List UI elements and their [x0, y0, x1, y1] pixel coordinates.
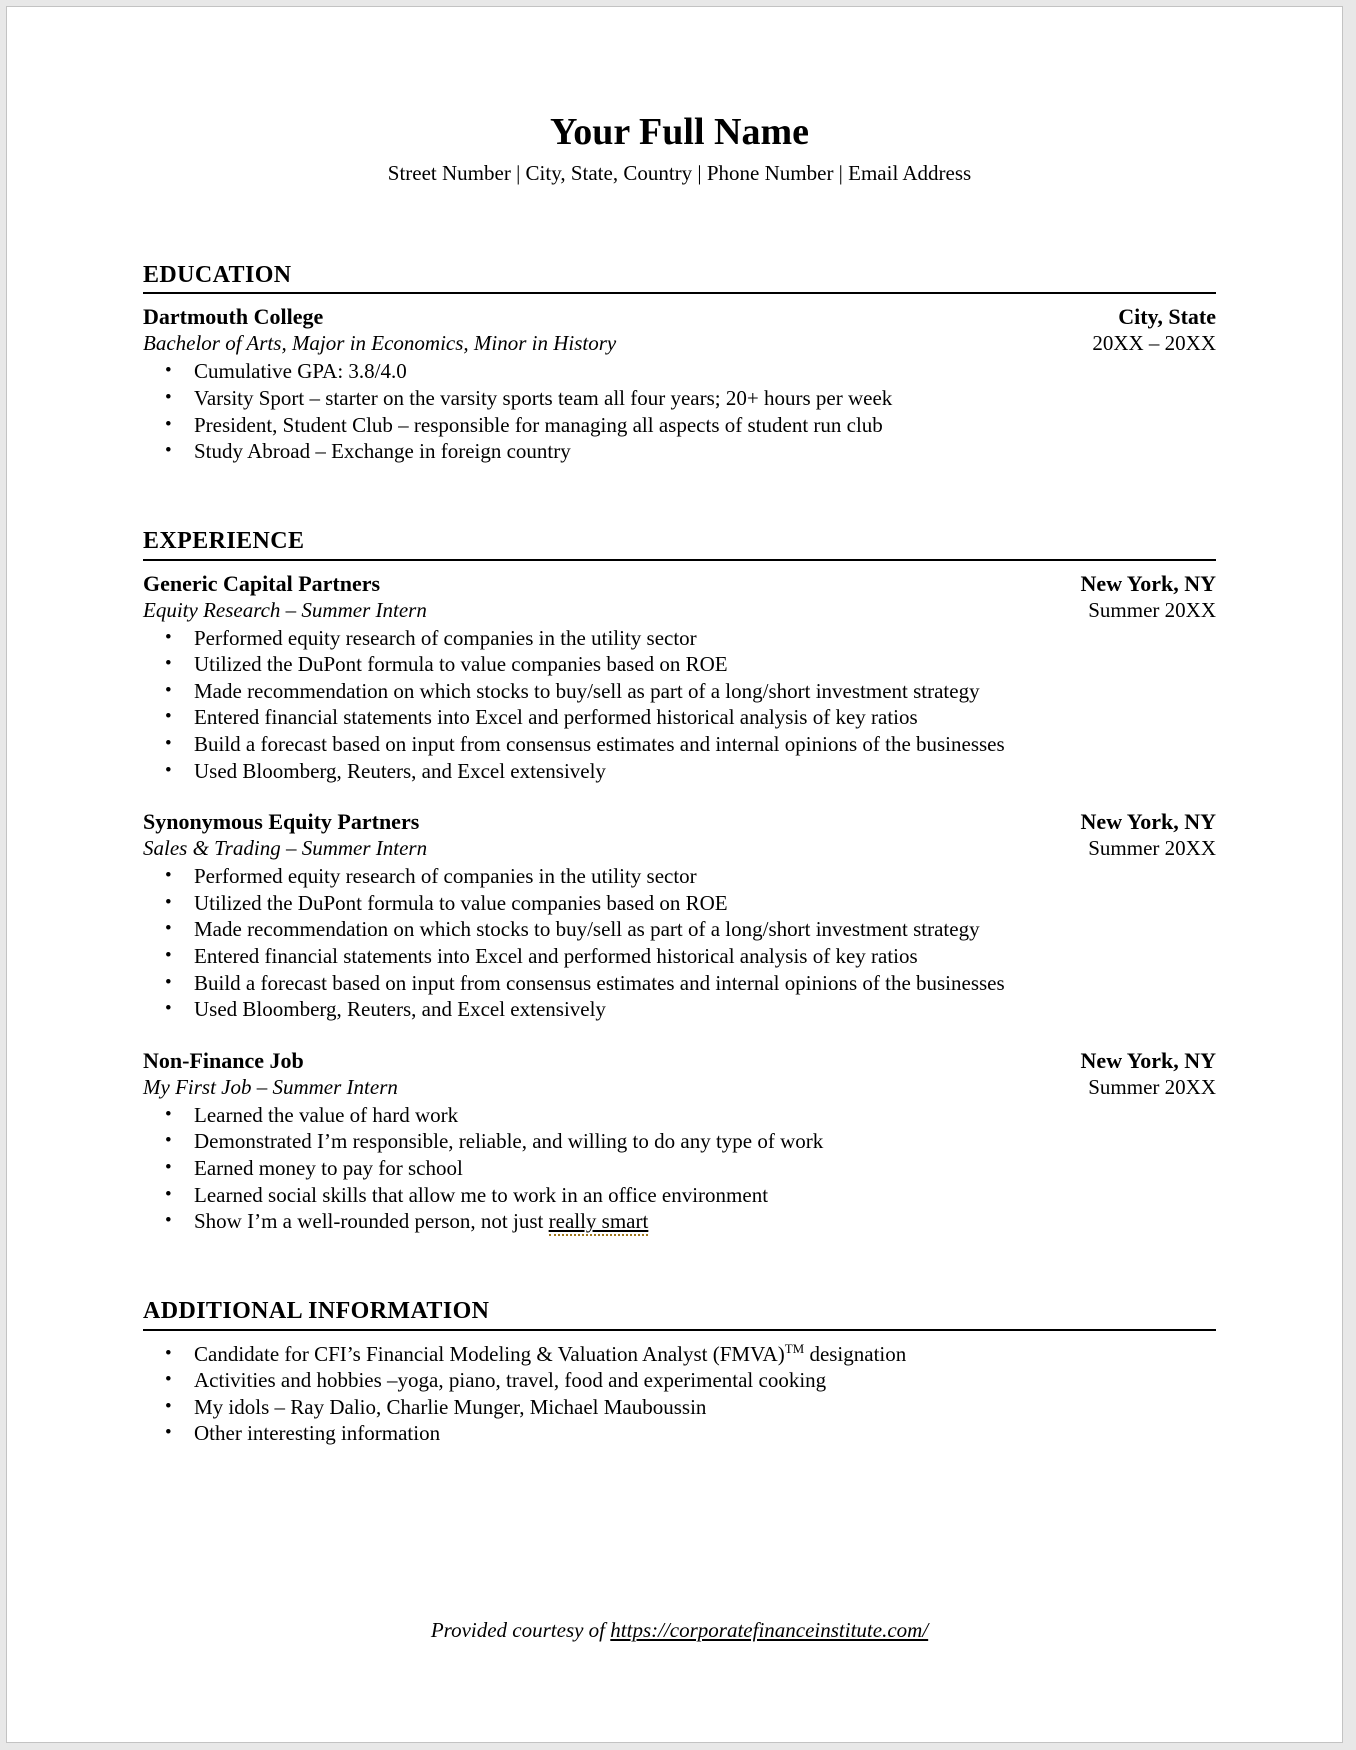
job-bullet-item: • Build a forecast based on input from consensus estimates and internal opinions of the businesses: [143, 731, 1216, 758]
job-bullet-item: • Demonstrated I’m responsible, reliable, and willing to do any type of work: [143, 1128, 1216, 1155]
full-name-title: Your Full Name: [550, 111, 809, 153]
fmva-bullet-text: Candidate for CFI’s Financial Modeling & Valuation Analyst (FMVA): [194, 1341, 785, 1366]
job-bullet-list: [143, 1102, 1216, 1208]
school-location: City, State: [1118, 304, 1216, 330]
job-bullet-item: • Performed equity research of companies in the utility sector: [143, 625, 1216, 652]
footer-credit: [143, 1617, 1216, 1644]
company-name: Generic Capital Partners: [143, 570, 381, 596]
job-bullet-item: • Performed equity research of companies in the utility sector: [143, 863, 1216, 890]
job-bullet-item: • Made recommendation on which stocks to buy/sell as part of a long/short investment strategy: [143, 678, 1216, 705]
job-entry-synonymous-equity: [143, 808, 1216, 1023]
job-bullet-item: • Build a forecast based on input from consensus estimates and internal opinions of the businesses: [143, 970, 1216, 997]
job-bullet-item: • Used Bloomberg, Reuters, and Excel extensively: [143, 996, 1216, 1023]
additional-info-section-heading: ADDITIONAL INFORMATION: [143, 1297, 1216, 1331]
footer-credit-text: Provided courtesy of: [430, 1617, 611, 1642]
education-section-heading: EDUCATION: [143, 261, 1216, 295]
trademark-superscript: TM: [784, 1340, 805, 1356]
job-entry-non-finance: [143, 1047, 1216, 1235]
degree-text: Bachelor of Arts, Major in Economics, Minor in History: [143, 331, 617, 356]
additional-bullet-list-fmva: [143, 1341, 1216, 1368]
job-location: New York, NY: [1080, 1047, 1216, 1073]
resume-page: [6, 6, 1343, 1743]
education-bullet-item: • President, Student Club – responsible for managing all aspects of student run club: [143, 412, 1216, 439]
job-role: Sales & Trading – Summer Intern: [143, 836, 428, 861]
well-rounded-bullet: [143, 1208, 1216, 1235]
education-bullet-item: • Varsity Sport – starter on the varsity sports team all four years; 20+ hours per week: [143, 385, 1216, 412]
job-bullet-item: • Entered financial statements into Excel and performed historical analysis of key ratios: [143, 943, 1216, 970]
company-name: Synonymous Equity Partners: [143, 809, 420, 835]
job-bullet-item: • Utilized the DuPont formula to value companies based on ROE: [143, 890, 1216, 917]
really-smart-proofing-underline: really smart: [549, 1209, 649, 1236]
job-dates: Summer 20XX: [1088, 1074, 1216, 1099]
fmva-bullet: [143, 1341, 1216, 1368]
job-bullet-list: [143, 863, 1216, 1023]
education-section: [143, 261, 1216, 465]
additional-bullet-item: • Activities and hobbies –yoga, piano, travel, food and experimental cooking: [143, 1367, 1216, 1394]
job-bullet-item: • Learned the value of hard work: [143, 1102, 1216, 1129]
education-bullet-item: • Cumulative GPA: 3.8/4.0: [143, 358, 1216, 385]
job-bullet-list-continued: [143, 1208, 1216, 1235]
job-bullet-item: • Earned money to pay for school: [143, 1155, 1216, 1182]
footer-link[interactable]: https://corporatefinanceinstitute.com/: [610, 1617, 929, 1642]
job-bullet-item: • Entered financial statements into Excel and performed historical analysis of key ratios: [143, 704, 1216, 731]
job-bullet-item: • Learned social skills that allow me to work in an office environment: [143, 1182, 1216, 1209]
education-entry: [143, 303, 1216, 464]
additional-bullet-item: • My idols – Ray Dalio, Charlie Munger, Michael Mauboussin: [143, 1394, 1216, 1421]
job-role: My First Job – Summer Intern: [143, 1074, 398, 1099]
school-name: Dartmouth College: [143, 304, 324, 330]
well-rounded-bullet-text: Show I’m a well-rounded person, not just: [194, 1209, 549, 1234]
job-dates: Summer 20XX: [1088, 836, 1216, 861]
additional-info-section: [143, 1297, 1216, 1447]
additional-bullet-item: • Other interesting information: [143, 1420, 1216, 1447]
education-bullet-list: [143, 358, 1216, 464]
company-name: Non-Finance Job: [143, 1047, 304, 1073]
job-bullet-item: • Made recommendation on which stocks to buy/sell as part of a long/short investment strategy: [143, 916, 1216, 943]
experience-section-heading: EXPERIENCE: [143, 527, 1216, 561]
job-bullet-item: • Used Bloomberg, Reuters, and Excel extensively: [143, 758, 1216, 785]
contact-info-line: Street Number | City, State, Country | Phone Number | Email Address: [387, 160, 972, 185]
job-entry-generic-capital: [143, 570, 1216, 785]
education-dates: 20XX – 20XX: [1092, 331, 1216, 356]
job-location: New York, NY: [1080, 809, 1216, 835]
additional-bullet-list: [143, 1367, 1216, 1447]
experience-section: [143, 527, 1216, 1235]
job-location: New York, NY: [1080, 570, 1216, 596]
job-bullet-item: • Utilized the DuPont formula to value companies based on ROE: [143, 651, 1216, 678]
education-bullet-item: • Study Abroad – Exchange in foreign country: [143, 438, 1216, 465]
job-bullet-list: [143, 625, 1216, 785]
fmva-bullet-suffix: designation: [804, 1341, 907, 1366]
job-role: Equity Research – Summer Intern: [143, 597, 427, 622]
job-dates: Summer 20XX: [1088, 597, 1216, 622]
